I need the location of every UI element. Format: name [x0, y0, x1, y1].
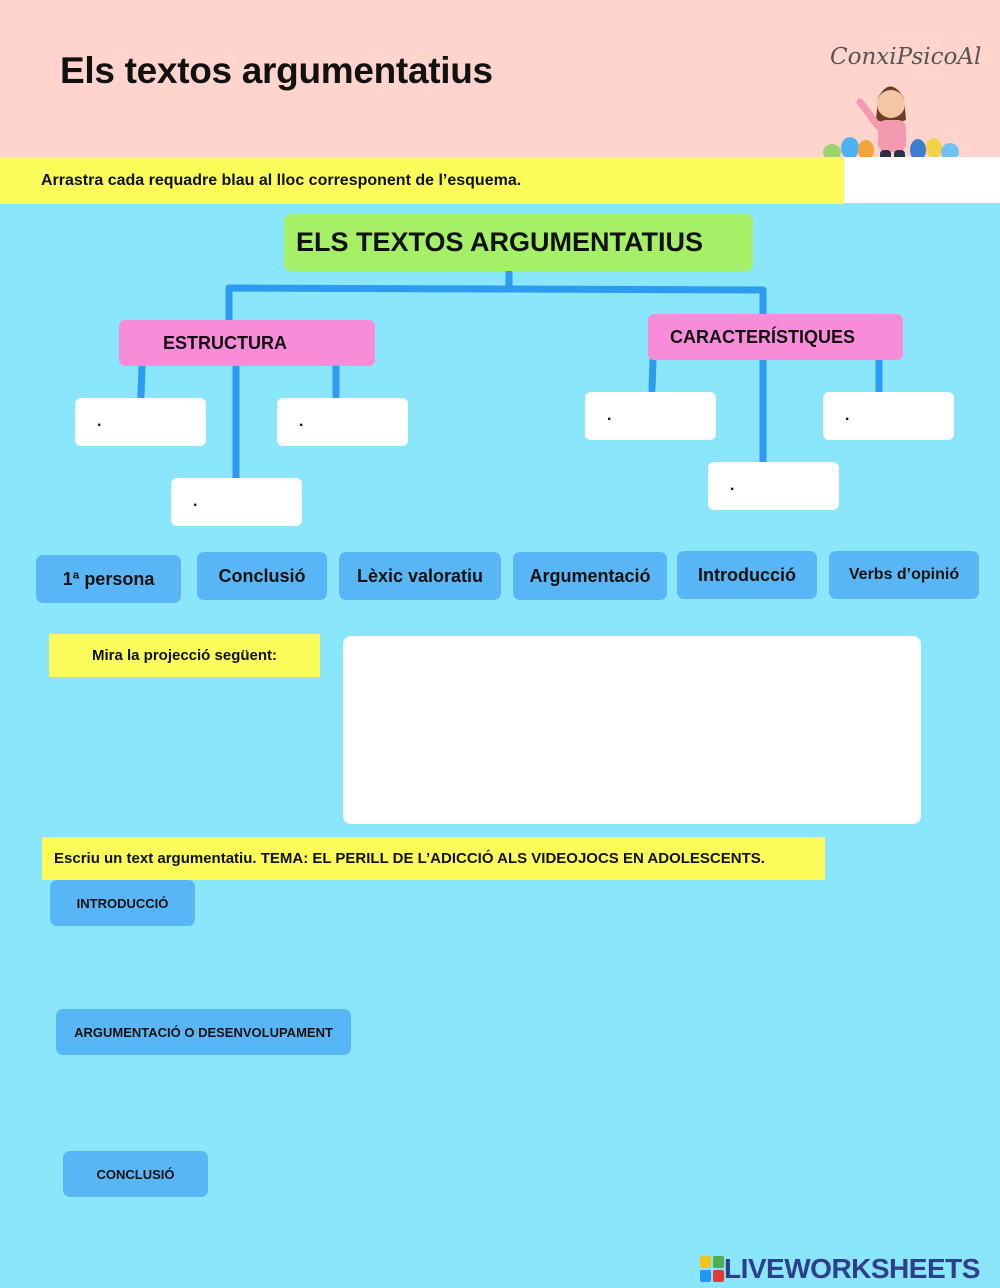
instruction-watch: Mira la projecció següent: [49, 634, 320, 677]
drop-slot-features-2[interactable]: . [708, 462, 839, 510]
bird-icon [926, 138, 942, 158]
drag-tile-conclusion[interactable]: Conclusió [197, 552, 327, 600]
connector-line [652, 360, 653, 390]
category-features: CARACTERÍSTIQUES [648, 314, 903, 360]
drop-slot-structure-2[interactable]: . [171, 478, 302, 526]
connector-line [229, 288, 763, 290]
drag-tile-argumentation[interactable]: Argumentació [513, 552, 667, 600]
writing-label-introduction: INTRODUCCIÓ [50, 880, 195, 926]
footer-logo[interactable] [700, 1253, 980, 1285]
drop-slot-features-1[interactable]: . [585, 392, 716, 440]
face-shape [877, 90, 905, 118]
drag-tile-evaluative-lexicon[interactable]: Lèxic valoratiu [339, 552, 501, 600]
writing-label-conclusion: CONCLUSIÓ [63, 1151, 208, 1197]
instruction-write: Escriu un text argumentatiu. TEMA: EL PERILL DE L’ADICCIÓ ALS VIDEOJOCS EN ADOLESCENTS. [42, 837, 825, 880]
drop-slot-features-3[interactable]: . [823, 392, 954, 440]
header-gap-patch [844, 157, 1000, 203]
drag-tile-opinion-verbs[interactable]: Verbs d’opinió [829, 551, 979, 599]
drop-slot-structure-1[interactable]: . [75, 398, 206, 446]
shirt-shape [878, 120, 906, 152]
drag-tile-introduction[interactable]: Introducció [677, 551, 817, 599]
writing-label-body: ARGUMENTACIÓ O DESENVOLUPAMENT [56, 1009, 351, 1055]
category-structure: ESTRUCTURA [119, 320, 375, 366]
projection-video-frame[interactable] [343, 636, 921, 824]
page-title: Els textos argumentatius [60, 50, 493, 91]
liveworksheets-icon [700, 1256, 724, 1282]
instruction-drag: Arrastra cada requadre blau al lloc corresponent de l’esquema. [0, 157, 844, 204]
bird-icon [841, 137, 859, 159]
drag-tile-first-person[interactable]: 1ª persona [36, 555, 181, 603]
diagram-title: ELS TEXTOS ARGUMENTATIUS [284, 214, 753, 271]
connector-line [141, 366, 142, 396]
waving-arm [860, 102, 878, 126]
drop-slot-structure-3[interactable]: . [277, 398, 408, 446]
footer-logo-text: LIVEWORKSHEETS [724, 1253, 980, 1284]
brand-signature: ConxiPsicoAl [830, 44, 982, 70]
